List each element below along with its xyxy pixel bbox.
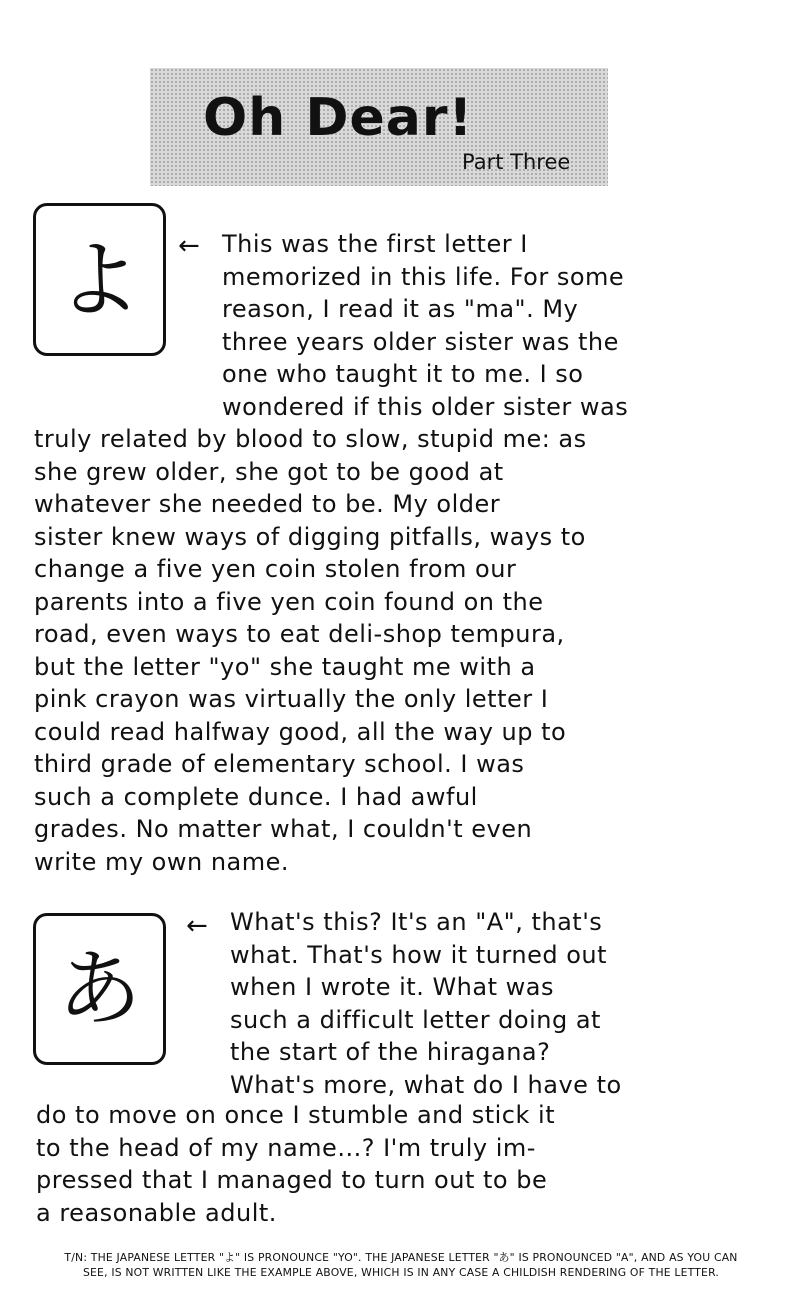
- text-line: three years older sister was the: [222, 327, 619, 356]
- text-line: parents into a five yen coin found on the: [34, 587, 544, 616]
- text-line: such a difficult letter doing at: [230, 1005, 601, 1034]
- text-line: a reasonable adult.: [36, 1198, 277, 1227]
- text-line: What's this? It's an "A", that's: [230, 908, 603, 936]
- text-line: road, even ways to eat deli-shop tempura,: [34, 620, 565, 648]
- section1-full-text: [34, 423, 587, 878]
- text-line: grades. No matter what, I couldn't even: [34, 815, 533, 843]
- text-line: the start of the hiragana?: [230, 1038, 551, 1066]
- text-line: reason, I read it as "ma". My: [222, 295, 579, 323]
- section2-indented-text: [230, 906, 622, 1101]
- text-line: to the head of my name...? I'm truly im-: [36, 1133, 536, 1162]
- text-line: one who taught it to me. I so: [222, 360, 584, 388]
- text-line: third grade of elementary school. I was: [34, 750, 525, 778]
- text-line: whatever she needed to be. My older: [34, 490, 501, 518]
- hiragana-yo-box: [33, 203, 166, 356]
- note-line: SEE, IS NOT WRITTEN LIKE THE EXAMPLE ABOVE, WHICH IS IN ANY CASE A CHILDISH RENDERING OF THE LETTER.: [82, 1266, 720, 1279]
- text-line: when I wrote it. What was: [230, 973, 554, 1001]
- text-line: truly related by blood to slow, stupid me: as: [34, 425, 587, 453]
- note-line: T/N: THE JAPANESE LETTER "よ" IS PRONOUNCE "YO". THE JAPANESE LETTER "あ" IS PRONOUNCED "A", AND AS YOU CAN: [64, 1251, 738, 1264]
- text-line: change a five yen coin stolen from our: [34, 555, 517, 583]
- translator-note: [14, 1250, 788, 1280]
- text-line: sister knew ways of digging pitfalls, ways to: [34, 522, 586, 551]
- text-line: what. That's how it turned out: [230, 940, 608, 969]
- text-line: pink crayon was virtually the only letter I: [34, 685, 549, 713]
- text-line: wondered if this older sister was: [222, 392, 629, 421]
- text-line: such a complete dunce. I had awful: [34, 782, 478, 811]
- text-line: What's more, what do I have to: [230, 1070, 622, 1099]
- text-line: but the letter "yo" she taught me with a: [34, 652, 536, 681]
- text-line: pressed that I managed to turn out to be: [36, 1166, 548, 1194]
- text-line: write my own name.: [34, 847, 290, 876]
- hiragana-yo-glyph: よ: [57, 230, 142, 329]
- text-line: This was the first letter I: [222, 230, 528, 258]
- text-line: do to move on once I stumble and stick it: [36, 1101, 556, 1129]
- page-title: Oh Dear!: [203, 88, 474, 148]
- text-line: memorized in this life. For some: [222, 262, 625, 291]
- text-line: could read halfway good, all the way up to: [34, 717, 567, 746]
- hiragana-a-glyph: あ: [57, 940, 142, 1038]
- page-subtitle: Part Three: [462, 150, 571, 174]
- section1-indented-text: [222, 228, 628, 423]
- section2-full-text: [36, 1099, 555, 1229]
- hiragana-a-box: [33, 913, 166, 1065]
- text-line: she grew older, she got to be good at: [34, 457, 504, 486]
- left-arrow-icon: ←: [178, 231, 200, 261]
- left-arrow-icon: ←: [186, 911, 208, 941]
